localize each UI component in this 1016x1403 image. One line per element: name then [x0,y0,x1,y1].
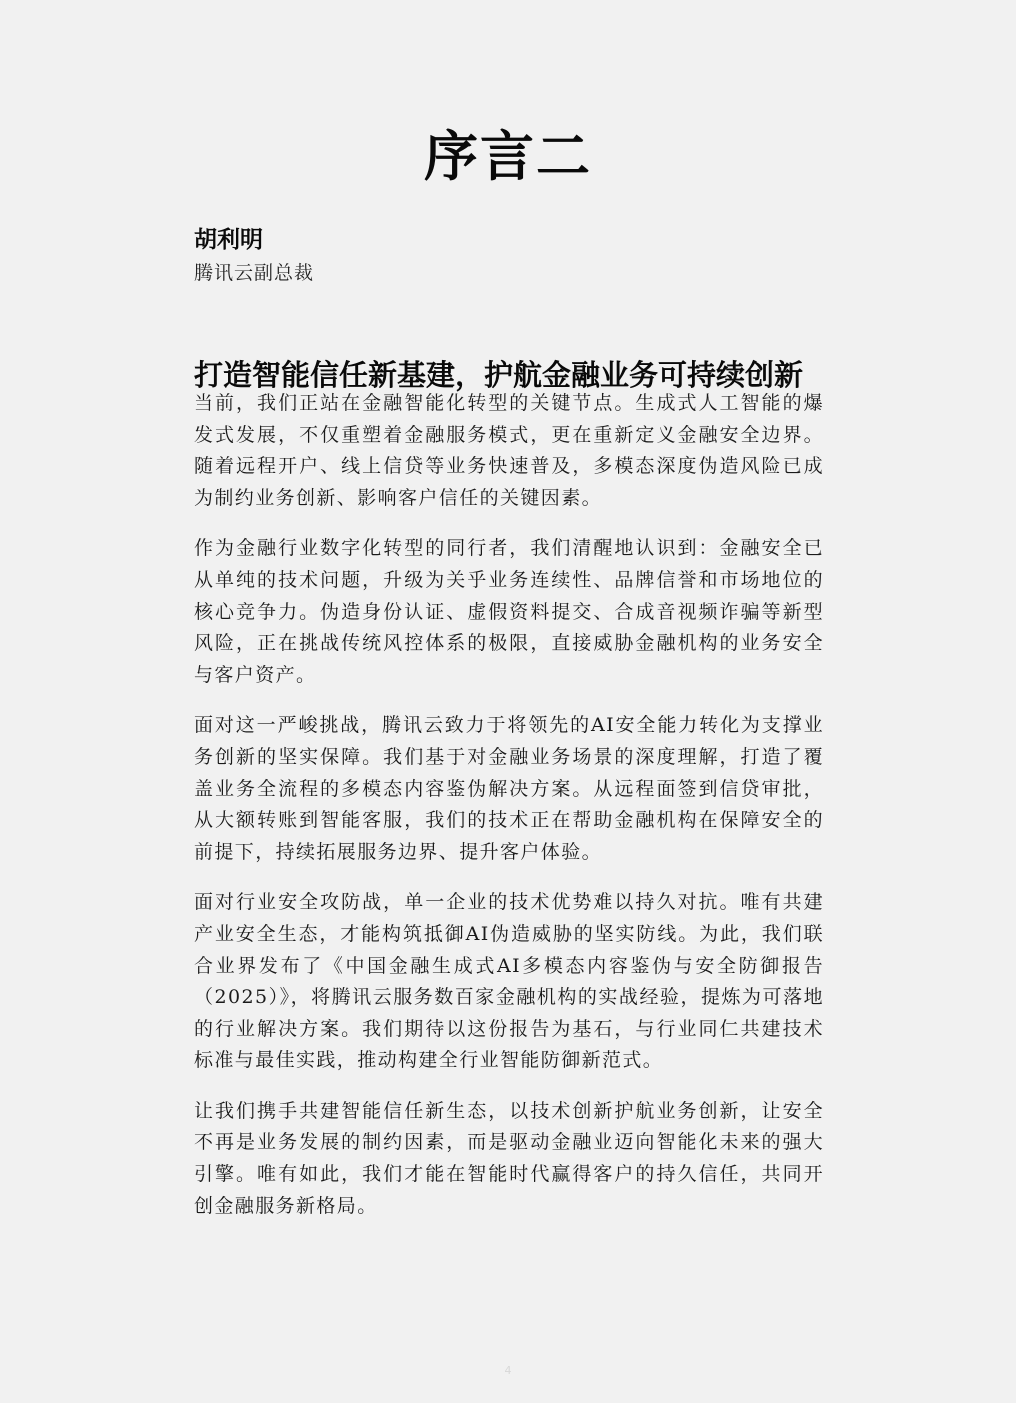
paragraph-3: 面对这一严峻挑战，腾讯云致力于将领先的AI安全能力转化为支撑业务创新的坚实保障。我们基于对金融业务场景的深度理解，打造了覆盖业务全流程的多模态内容鉴伪解决方案。从远程面签到信贷审批，从大额转账到智能客服，我们的技术正在帮助金融机构在保障安全的前提下，持续拓展服务边界、提升客户体验。 [194,714,824,863]
section-heading: 打造智能信任新基建，护航金融业务可持续创新 [194,358,804,393]
body-text [194,388,824,1241]
author-role: 腾讯云副总裁 [194,262,315,284]
author-name: 胡利明 [194,227,263,253]
page-title: 序言二 [424,125,592,189]
paragraph-4: 面对行业安全攻防战，单一企业的技术优势难以持久对抗。唯有共建产业安全生态，才能构筑抵御AI伪造威胁的坚实防线。为此，我们联合业界发布了《中国金融生成式AI多模态内容鉴伪与安全防御报告（2025）》，将腾讯云服务数百家金融机构的实战经验，提炼为可落地的行业解决方案。我们期待以这份报告为基石，与行业同仁共建技术标准与最佳实践，推动构建全行业智能防御新范式。 [194,891,824,1072]
paragraph-1: 当前，我们正站在金融智能化转型的关键节点。生成式人工智能的爆发式发展，不仅重塑着金融服务模式，更在重新定义金融安全边界。随着远程开户、线上信贷等业务快速普及，多模态深度伪造风险已成为制约业务创新、影响客户信任的关键因素。 [194,392,824,509]
page-number: 4 [504,1364,512,1377]
paragraph-2: 作为金融行业数字化转型的同行者，我们清醒地认识到：金融安全已从单纯的技术问题，升级为关乎业务连续性、品牌信誉和市场地位的核心竞争力。伪造身份认证、虚假资料提交、合成音视频诈骗等新型风险，正在挑战传统风控体系的极限，直接威胁金融机构的业务安全与客户资产。 [194,537,824,686]
author-block [194,224,834,288]
paragraph-5: 让我们携手共建智能信任新生态，以技术创新护航业务创新，让安全不再是业务发展的制约因素，而是驱动金融业迈向智能化未来的强大引擎。唯有如此，我们才能在智能时代赢得客户的持久信任，共同开创金融服务新格局。 [194,1099,824,1217]
